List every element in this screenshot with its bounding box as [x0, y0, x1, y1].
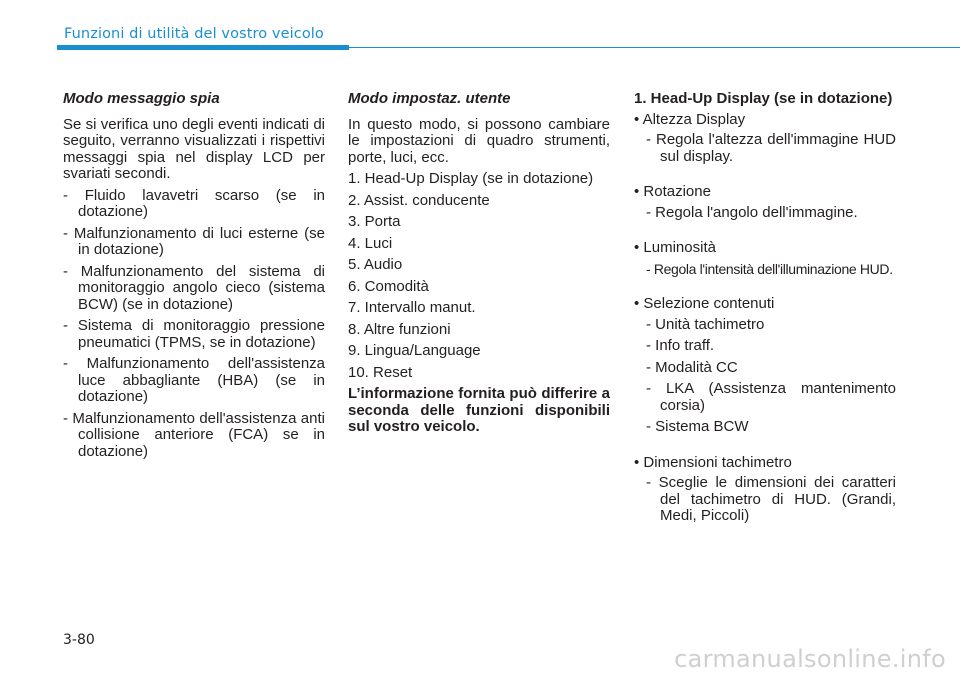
settings-menu-item: 2. Assist. conducente: [348, 191, 490, 209]
list-item: - Malfunzionamento del sistema di monitoraggio angolo cieco (sistema BCW) (se in dotazione): [63, 262, 325, 313]
hud-section-title: 1. Head-Up Display (se in dotazione): [634, 90, 893, 107]
column-warning-messages: [63, 91, 325, 465]
header-rule-line: [349, 47, 960, 48]
bullet-item: • Luminosità: [634, 239, 716, 256]
settings-menu-item: 1. Head-Up Display (se in dotazione): [348, 170, 594, 187]
settings-menu-item: 10. Reset: [348, 363, 413, 381]
header-accent-bar: [57, 45, 349, 50]
sub-item: - Regola l'angolo dell'immagine.: [646, 203, 858, 221]
sub-item: - Modalità CC: [646, 358, 738, 376]
sub-item: - Sceglie le dimensioni dei caratteri del tachimetro di HUD. (Grandi, Medi, Piccoli): [646, 474, 896, 524]
settings-menu-item: 5. Audio: [348, 256, 403, 273]
sub-item: - Unità tachimetro: [646, 315, 765, 333]
settings-menu-item: 8. Altre funzioni: [348, 320, 451, 338]
sub-item: - Info traff.: [646, 337, 715, 354]
bullet-item: • Rotazione: [634, 183, 711, 200]
list-item: - Fluido lavavetri scarso (se in dotazione): [63, 186, 325, 220]
bullet-item: • Dimensioni tachimetro: [634, 453, 792, 471]
settings-menu-item: 4. Luci: [348, 234, 393, 252]
settings-menu-item: 3. Porta: [348, 213, 401, 230]
settings-menu-item: 7. Intervallo manut.: [348, 299, 476, 316]
sub-item: - LKA (Assistenza mantenimento corsia): [646, 380, 896, 414]
list-item: - Malfunzionamento dell'assistenza luce abbagliante (HBA) (se in dotazione): [63, 355, 325, 405]
page-number: 3-80: [63, 632, 95, 648]
sub-item: - Regola l'altezza dell'immagine HUD sul display.: [646, 131, 896, 165]
column-hud-settings: [634, 91, 896, 530]
list-item: - Malfunzionamento dell'assistenza anti collisione anteriore (FCA) se in dotazione): [63, 409, 325, 460]
list-item: - Sistema di monitoraggio pressione pneumatici (TPMS, se in dotazione): [63, 317, 325, 351]
sub-item: - Sistema BCW: [646, 418, 749, 435]
user-settings-heading: Modo impostaz. utente: [348, 90, 511, 107]
warning-messages-intro: Se si verifica uno degli eventi indicati di seguito, verranno visualizzati i rispettivi messaggi spia nel display LCD per svariati secondi.: [63, 115, 325, 182]
warning-messages-heading: Modo messaggio spia: [63, 90, 220, 107]
watermark-text: carmanualsonline.info: [674, 645, 946, 673]
bullet-item: • Selezione contenuti: [634, 295, 775, 312]
sub-item: - Regola l'intensità dell'illuminazione HUD.: [646, 260, 893, 277]
bullet-item: • Altezza Display: [634, 110, 746, 128]
list-item: - Malfunzionamento di luci esterne (se in dotazione): [63, 224, 325, 258]
availability-note: L’informazione fornita può differire a seconda delle funzioni disponibili sul vostro veicolo.: [348, 385, 610, 435]
column-user-settings: [348, 91, 610, 436]
settings-menu-item: 6. Comodità: [348, 277, 429, 295]
settings-menu-item: 9. Lingua/Language: [348, 342, 481, 359]
section-header-title: Funzioni di utilità del vostro veicolo: [64, 26, 324, 42]
user-settings-intro: In questo modo, si possono cambiare le impostazioni di quadro strumenti, porte, luci, ecc.: [348, 115, 610, 166]
